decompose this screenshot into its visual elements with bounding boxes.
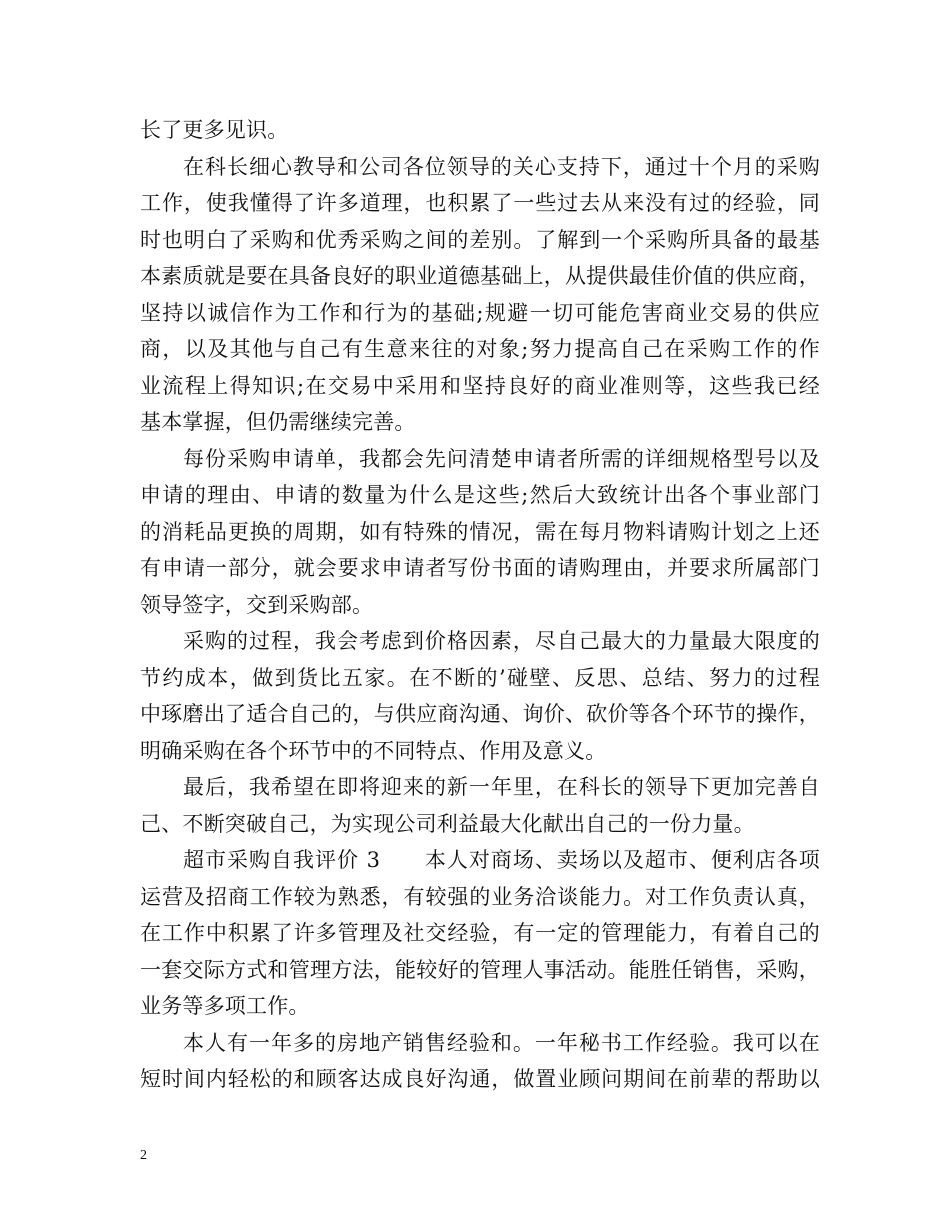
text-line: 中琢磨出了适合自己的，与供应商沟通、询价、砍价等各个环节的操作，: [140, 702, 820, 726]
text-line: 业流程上得知识;在交易中采用和坚持良好的商业准则等，这些我已经: [140, 373, 820, 398]
text-line: 一套交际方式和管理方法，能较好的管理人事活动。能胜任销售，采购，: [140, 957, 820, 982]
text-line: 商，以及其他与自己有生意来往的对象;努力提高自己在采购工作的作: [140, 337, 820, 361]
body-text: [140, 112, 820, 1098]
text-line: 坚持以诚信作为工作和行为的基础;规避一切可能危害商业交易的供应: [140, 300, 820, 325]
text-line: 长了更多见识。: [140, 118, 289, 142]
text-line: 在科长细心教导和公司各位领导的关心支持下，通过十个月的采购: [183, 154, 820, 179]
text-line: 本素质就是要在具备良好的职业道德基础上，从提供最佳价值的供应商，: [140, 264, 820, 288]
text-line: 明确采购在各个环节中的不同特点、作用及意义。: [140, 738, 607, 763]
text-line: 工作，使我懂得了许多道理，也积累了一些过去从来没有过的经验，同: [140, 191, 820, 215]
text-line: 申请的理由、申请的数量为什么是这些;然后大致统计出各个事业部门: [140, 483, 820, 507]
text-line: 基本掌握，但仍需继续完善。: [140, 410, 416, 434]
text-line: 业务等多项工作。: [140, 994, 310, 1018]
text-line: 己、不断突破自己，为实现公司利益最大化献出自己的一份力量。: [140, 811, 755, 836]
text-line: 领导签字，交到采购部。: [140, 592, 374, 617]
text-line: 最后，我希望在即将迎来的新一年里，在科长的领导下更加完善自: [183, 775, 820, 799]
text-line: 有申请一部分，就会要求申请者写份书面的请购理由，并要求所属部门: [140, 556, 820, 580]
text-line: 时也明白了采购和优秀采购之间的差别。了解到一个采购所具备的最基: [140, 227, 820, 252]
text-line: 采购的过程，我会考虑到价格因素，尽自己最大的力量最大限度的: [183, 629, 820, 653]
text-line: 运营及招商工作较为熟悉，有较强的业务洽谈能力。对工作负责认真，: [140, 884, 820, 909]
text-line: 在工作中积累了许多管理及社交经验，有一定的管理能力，有着自己的: [140, 921, 820, 945]
text-line: 本人有一年多的房地产销售经验和。一年秘书工作经验。我可以在: [183, 1030, 820, 1055]
page-number: 2: [140, 1148, 147, 1163]
text-line: 超市采购自我评价 3 本人对商场、卖场以及超市、便利店各项: [183, 848, 820, 872]
text-line: 短时间内轻松的和顾客达成良好沟通，做置业顾问期间在前辈的帮助以: [140, 1067, 820, 1091]
text-line: 节约成本，做到货比五家。在不断的’碰壁、反思、总结、努力的过程: [140, 665, 820, 690]
text-line: 每份采购申请单，我都会先问清楚申请者所需的详细规格型号以及: [183, 446, 820, 471]
text-line: 的消耗品更换的周期，如有特殊的情况，需在每月物料请购计划之上还: [140, 519, 820, 544]
